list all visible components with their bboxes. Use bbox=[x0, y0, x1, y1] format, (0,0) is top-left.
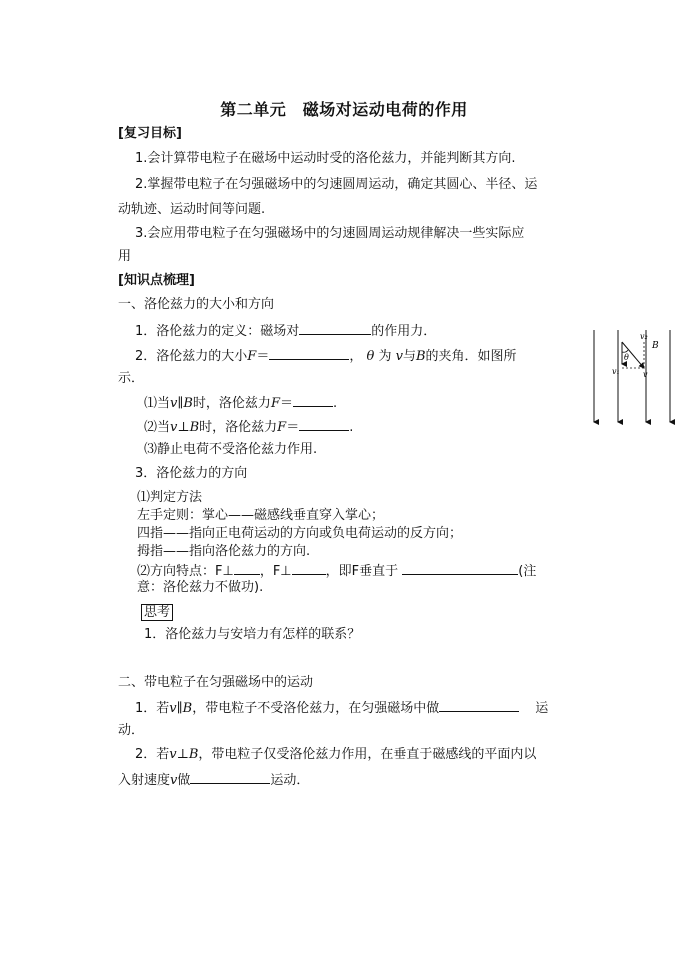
think-label bbox=[141, 604, 173, 622]
review-item-3-cont: 用 bbox=[118, 249, 132, 264]
symbol-B: B bbox=[415, 349, 426, 364]
definition-line bbox=[135, 321, 436, 341]
motion-1 bbox=[135, 698, 548, 718]
definition-blank[interactable] bbox=[299, 321, 371, 335]
section-1-heading: 一、洛伦兹力的大小和方向 bbox=[118, 297, 275, 312]
size-line: 2．洛伦兹力的大小F＝ ， θ 为 v与B的夹角．如图所 bbox=[135, 346, 517, 366]
knowledge-heading: [知识点梳理] bbox=[118, 273, 195, 288]
method-heading: ⑴判定方法 bbox=[137, 490, 203, 505]
motion-1-cont: 动． bbox=[118, 723, 145, 738]
angle-arc bbox=[622, 350, 628, 352]
review-item-2-cont: 动轨迹、运动时间等问题. bbox=[118, 202, 266, 217]
magnetic-field-figure bbox=[590, 330, 676, 430]
case-2-mid: 时，洛伦兹力 bbox=[199, 420, 278, 435]
label-B: B bbox=[652, 341, 659, 351]
thumb: 拇指——指向洛伦兹力的方向. bbox=[137, 544, 311, 559]
case-2-blank[interactable] bbox=[299, 417, 349, 431]
think-question: 1．洛伦兹力与安培力有怎样的联系？ bbox=[144, 627, 361, 642]
size-wei: 为 bbox=[378, 349, 392, 364]
symbol-theta: θ bbox=[366, 349, 375, 364]
case-2-F: F bbox=[277, 420, 287, 435]
label-v1: v₁ bbox=[612, 367, 620, 376]
direction-feature bbox=[137, 561, 536, 581]
feature-blank-2[interactable] bbox=[292, 561, 326, 575]
feature-pre: ⑵方向特点：F⊥ bbox=[137, 564, 234, 579]
motion-2-cont-pre: 入射速度 bbox=[118, 773, 171, 788]
review-heading: [复习目标] bbox=[118, 126, 182, 141]
motion-2-v: v bbox=[170, 773, 178, 788]
motion-1-post: 运 bbox=[535, 701, 549, 716]
case-1-condition: v∥B bbox=[170, 396, 193, 411]
case-1-blank[interactable] bbox=[293, 393, 333, 407]
case-1-pre: ⑴当 bbox=[144, 396, 171, 411]
feature-blank-1[interactable] bbox=[234, 561, 260, 575]
direction-feature-cont: 意：洛伦兹力不做功). bbox=[137, 580, 264, 595]
feature-mid-2: ，即F垂直于 bbox=[325, 564, 399, 579]
size-blank[interactable] bbox=[269, 346, 349, 360]
case-2-condition: v⊥B bbox=[170, 420, 200, 435]
think-box: 思考 bbox=[141, 604, 173, 621]
definition-end: 的作用力． bbox=[371, 324, 437, 339]
label-v: v bbox=[643, 370, 648, 379]
motion-1-pre: 1．若 bbox=[135, 701, 170, 716]
label-theta: θ bbox=[624, 353, 629, 362]
case-2-end: . bbox=[349, 420, 354, 435]
case-1-mid: 时，洛伦兹力 bbox=[192, 396, 271, 411]
size-yu: 与 bbox=[402, 349, 416, 364]
symbol-F: F bbox=[247, 349, 257, 364]
label-v2: v₂ bbox=[640, 332, 648, 341]
field-diagram bbox=[590, 330, 676, 426]
case-parallel bbox=[144, 393, 337, 413]
feature-blank-3[interactable] bbox=[402, 561, 518, 575]
review-item-2: 2.掌握带电粒子在匀强磁场中的匀速圆周运动，确定其圆心、半径、运 bbox=[135, 177, 538, 192]
symbol-v: v bbox=[395, 349, 403, 364]
motion-1-mid: ，带电粒子不受洛伦兹力，在匀强磁场中做 bbox=[192, 701, 440, 716]
direction-heading: 3．洛伦兹力的方向 bbox=[135, 466, 248, 481]
motion-2-pre: 2．若 bbox=[135, 747, 170, 762]
motion-1-blank[interactable] bbox=[439, 698, 519, 712]
motion-2-mid: ，带电粒子仅受洛伦兹力作用，在垂直于磁感线的平面内以 bbox=[198, 747, 537, 762]
section-2-heading: 二、带电粒子在匀强磁场中的运动 bbox=[118, 675, 314, 690]
motion-2-condition: v⊥B bbox=[169, 747, 199, 762]
motion-1-condition: v∥B bbox=[169, 701, 193, 716]
feature-mid-1: ，F⊥ bbox=[259, 564, 292, 579]
case-perpendicular bbox=[144, 417, 353, 437]
review-item-3: 3.会应用带电粒子在匀强磁场中的匀速圆周运动规律解决一些实际应 bbox=[135, 226, 525, 241]
case-static: ⑶静止电荷不受洛伦兹力作用. bbox=[144, 442, 318, 457]
case-1-F: F bbox=[270, 396, 280, 411]
left-hand-rule: 左手定则：掌心——磁感线垂直穿入掌心； bbox=[137, 508, 385, 523]
page-title: 第二单元 磁场对运动电荷的作用 bbox=[220, 100, 468, 119]
motion-2-cont-post: 运动． bbox=[270, 773, 310, 788]
case-1-eq: ＝ bbox=[279, 396, 293, 411]
case-2-pre: ⑵当 bbox=[144, 420, 171, 435]
case-2-eq: ＝ bbox=[286, 420, 300, 435]
motion-2-cont-mid: 做 bbox=[177, 773, 191, 788]
definition-text: 1．洛伦兹力的定义：磁场对 bbox=[135, 324, 300, 339]
feature-post: (注 bbox=[518, 564, 537, 579]
size-text: 2．洛伦兹力的大小 bbox=[135, 349, 248, 364]
motion-2 bbox=[135, 746, 536, 764]
case-1-end: . bbox=[332, 396, 338, 411]
motion-2-cont bbox=[118, 770, 309, 790]
size-end: 的夹角．如图所 bbox=[425, 349, 517, 364]
size-line-cont: 示． bbox=[118, 371, 145, 386]
equals: ＝ bbox=[256, 349, 270, 364]
motion-2-blank[interactable] bbox=[190, 770, 270, 784]
four-fingers: 四指——指向正电荷运动的方向或负电荷运动的反方向； bbox=[137, 526, 463, 541]
review-item-1: 1.会计算带电粒子在磁场中运动时受的洛伦兹力，并能判断其方向. bbox=[135, 151, 516, 166]
